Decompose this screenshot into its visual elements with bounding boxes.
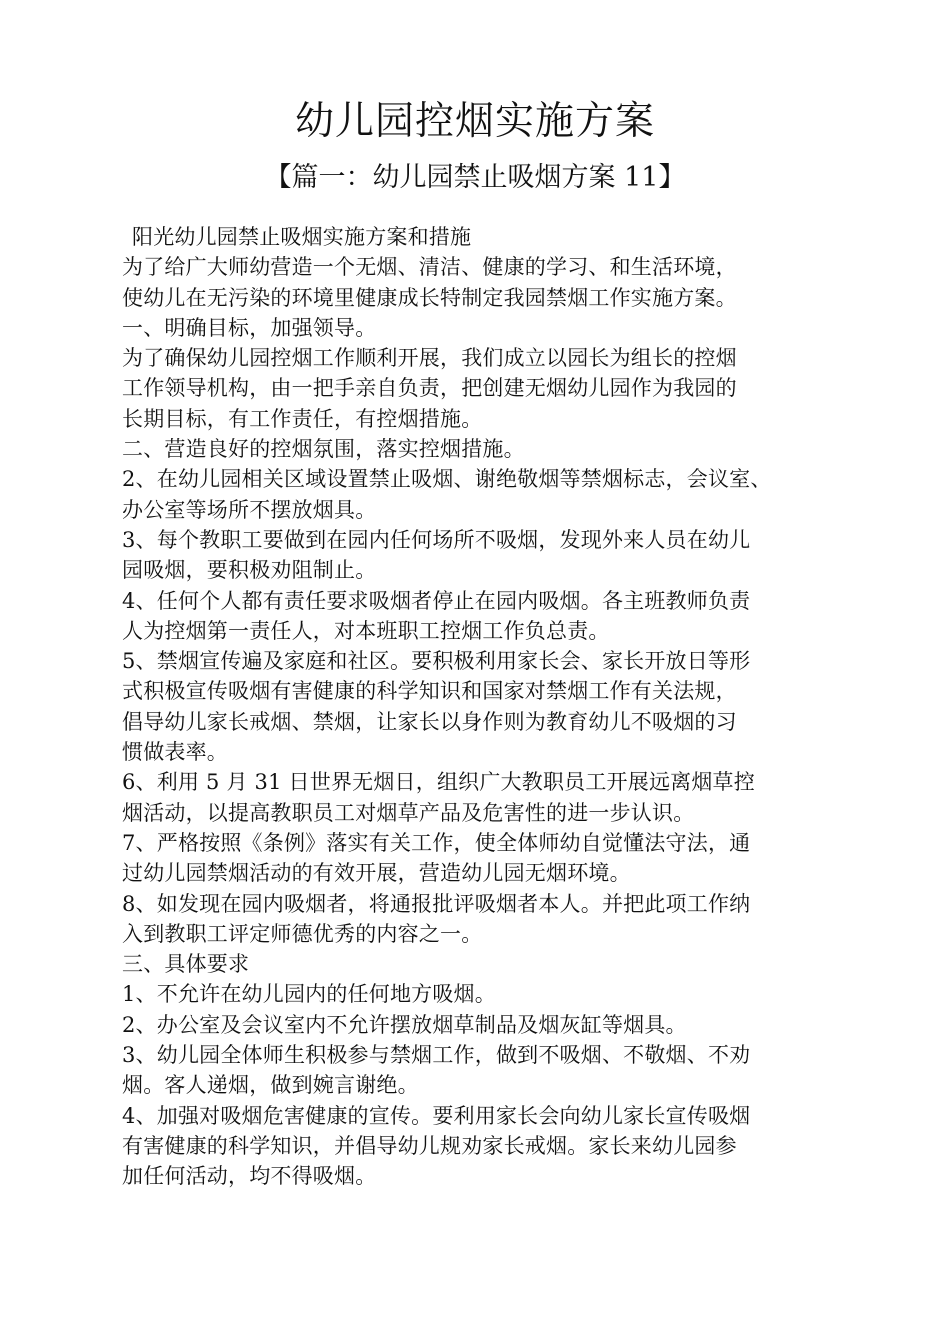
document-line: 为了给广大师幼营造一个无烟、清洁、健康的学习、和生活环境，: [122, 255, 737, 280]
document-line: 园吸烟，要积极劝阻制止。: [122, 558, 377, 583]
document-body: [118, 222, 878, 1192]
document-line: 加任何活动，均不得吸烟。: [122, 1164, 377, 1189]
document-line: 二、营造良好的控烟氛围，落实控烟措施。: [122, 437, 525, 462]
document-line: 4、加强对吸烟危害健康的宣传。要利用家长会向幼儿家长宣传吸烟: [122, 1103, 751, 1128]
document-line: 5、禁烟宣传遍及家庭和社区。要积极利用家长会、家长开放日等形: [122, 649, 751, 674]
document-line: 人为控烟第一责任人，对本班职工控烟工作负总责。: [122, 618, 610, 643]
document-line: 过幼儿园禁烟活动的有效开展，营造幼儿园无烟环境。: [122, 861, 631, 886]
document-line: 阳光幼儿园禁止吸烟实施方案和措施: [132, 225, 472, 249]
document-line: 三、具体要求: [122, 952, 250, 977]
document-line: 使幼儿在无污染的环境里健康成长特制定我园禁烟工作实施方案。: [122, 285, 737, 310]
document-line: 为了确保幼儿园控烟工作顺利开展，我们成立以园长为组长的控烟: [122, 346, 737, 371]
document-line: 长期目标，有工作责任，有控烟措施。: [122, 406, 483, 431]
document-line: 2、办公室及会议室内不允许摆放烟草制品及烟灰缸等烟具。: [122, 1012, 687, 1037]
document-line: 7、严格按照《条例》落实有关工作，使全体师幼自觉懂法守法，通: [122, 830, 751, 855]
document-line: 惯做表率。: [122, 740, 228, 765]
document-line: 3、幼儿园全体师生积极参与禁烟工作，做到不吸烟、不敬烟、不劝: [122, 1043, 751, 1068]
document-line: 办公室等场所不摆放烟具。: [122, 497, 377, 522]
document-line: 工作领导机构，由一把手亲自负责，把创建无烟幼儿园作为我园的: [122, 376, 737, 401]
document-line: 一、明确目标，加强领导。: [122, 315, 377, 340]
document-line: 6、利用 5 月 31 日世界无烟日，组织广大教职员工开展远离烟草控: [122, 770, 755, 795]
document-subtitle: 【篇一：幼儿园禁止吸烟方案 11】: [264, 162, 686, 193]
document-line: 3、每个教职工要做到在园内任何场所不吸烟，发现外来人员在幼儿: [122, 527, 751, 552]
document-line: 倡导幼儿家长戒烟、禁烟，让家长以身作则为教育幼儿不吸烟的习: [122, 709, 737, 734]
document-line: 8、如发现在园内吸烟者，将通报批评吸烟者本人。并把此项工作纳: [122, 891, 751, 916]
document-line: 式积极宣传吸烟有害健康的科学知识和国家对禁烟工作有关法规，: [122, 679, 737, 704]
document-line: 烟。客人递烟，做到婉言谢绝。: [122, 1073, 419, 1098]
document-line: 烟活动，以提高教职员工对烟草产品及危害性的进一步认识。: [122, 800, 695, 825]
document-line: 4、任何个人都有责任要求吸烟者停止在园内吸烟。各主班教师负责: [122, 588, 751, 613]
document-line: 入到教职工评定师德优秀的内容之一。: [122, 921, 483, 946]
document-title: 幼儿园控烟实施方案: [294, 99, 655, 144]
document-line: 1、不允许在幼儿园内的任何地方吸烟。: [122, 982, 496, 1007]
document-line: 有害健康的科学知识，并倡导幼儿规劝家长戒烟。家长来幼儿园参: [122, 1133, 737, 1158]
document-line: 2、在幼儿园相关区域设置禁止吸烟、谢绝敬烟等禁烟标志，会议室、: [122, 467, 772, 492]
